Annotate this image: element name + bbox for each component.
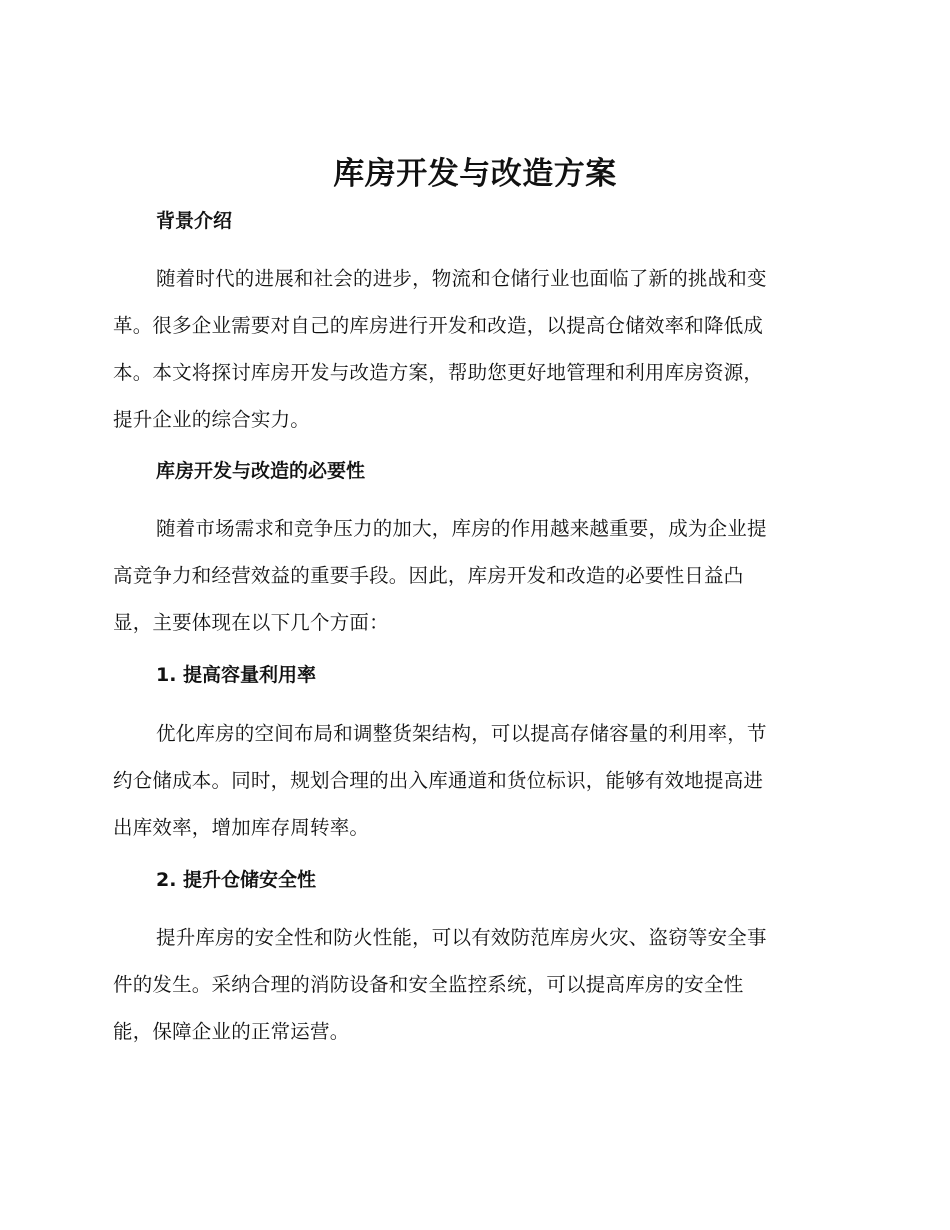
paragraph-line: 提升库房的安全性和防火性能，可以有效防范库房火灾、盗窃等安全事 xyxy=(156,926,767,949)
paragraph-line: 出库效率，增加库存周转率。 xyxy=(113,816,370,839)
paragraph-line: 能，保障企业的正常运营。 xyxy=(113,1020,350,1043)
section-heading-background: 背景介绍 xyxy=(156,210,233,232)
paragraph-line: 随着时代的进展和社会的进步，物流和仓储行业也面临了新的挑战和变 xyxy=(156,267,767,290)
paragraph-line: 本。本文将探讨库房开发与改造方案，帮助您更好地管理和利用库房资源， xyxy=(113,361,764,384)
paragraph-line: 随着市场需求和竞争压力的加大，库房的作用越来越重要，成为企业提 xyxy=(156,517,767,540)
section-heading-capacity: 1. 提高容量利用率 xyxy=(156,664,317,686)
paragraph-safety xyxy=(113,914,833,1055)
paragraph-background xyxy=(113,255,833,443)
paragraph-capacity xyxy=(113,710,833,851)
paragraph-line: 显，主要体现在以下几个方面： xyxy=(113,611,389,634)
section-heading-necessity: 库房开发与改造的必要性 xyxy=(156,460,366,482)
paragraph-necessity xyxy=(113,505,833,646)
paragraph-line: 件的发生。采纳合理的消防设备和安全监控系统，可以提高库房的安全性 xyxy=(113,973,744,996)
document-title: 库房开发与改造方案 xyxy=(333,156,617,192)
section-heading-safety: 2. 提升仓储安全性 xyxy=(156,869,317,891)
paragraph-line: 革。很多企业需要对自己的库房进行开发和改造，以提高仓储效率和降低成 xyxy=(113,314,764,337)
paragraph-line: 高竞争力和经营效益的重要手段。因此，库房开发和改造的必要性日益凸 xyxy=(113,564,744,587)
paragraph-line: 约仓储成本。同时，规划合理的出入库通道和货位标识，能够有效地提高进 xyxy=(113,769,764,792)
paragraph-line: 优化库房的空间布局和调整货架结构，可以提高存储容量的利用率，节 xyxy=(156,722,767,745)
paragraph-line: 提升企业的综合实力。 xyxy=(113,408,311,431)
